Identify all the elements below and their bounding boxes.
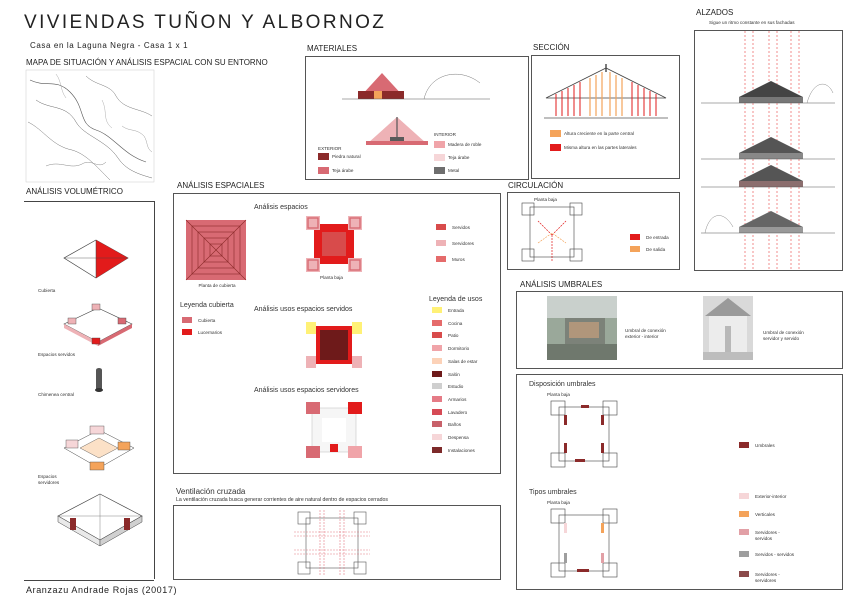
vol-label-cubierta: Cubierta (38, 288, 56, 293)
chimney-axonometric (92, 366, 106, 394)
roof-axonometric (58, 234, 134, 284)
uso-label: Cocina (448, 320, 463, 326)
material-piedra-label: Piedra natural (332, 154, 361, 159)
legend-cubierta: Cubierta (198, 318, 216, 323)
tipo-serv-servidos-label: Servidores - servidos (755, 530, 780, 541)
uso-label: Lavadero (448, 409, 468, 415)
umbral-caption-2: Umbral de conexión servidor y servido (763, 330, 804, 341)
servant-spaces-axonometric (58, 426, 140, 474)
leyenda-cubierta-title: Leyenda cubierta (180, 302, 234, 309)
circulation-plan (518, 203, 588, 265)
material-interior-label: INTERIOR (434, 132, 456, 137)
roof-plan (186, 220, 246, 280)
materiales-title: MATERIALES (307, 44, 358, 53)
swatch-tipo-verticales (739, 511, 749, 517)
threshold-disposition-plan (549, 399, 619, 469)
alzados-subtitle: Sigue un ritmo constante en sus fachadas (709, 20, 795, 25)
page-subtitle: Casa en la Laguna Negra - Casa 1 x 1 (30, 41, 189, 50)
volumetrico-rule (24, 201, 154, 202)
swatch-servidos (436, 224, 446, 230)
ventilacion-panel (173, 505, 501, 580)
ground-plan-spaces (306, 216, 362, 272)
uso-label: Entrada (448, 308, 465, 313)
analisis-espacios-title: Análisis espacios (254, 204, 308, 211)
swatch-teja-ext (318, 167, 329, 174)
swatch-metal (434, 167, 445, 174)
uso-label: Despensa (448, 435, 469, 440)
swatch-muros (436, 256, 446, 262)
full-axonometric (52, 490, 148, 550)
author-rule (24, 580, 154, 581)
umbrales-photos-panel (516, 291, 843, 369)
disposicion-title: Disposición umbrales (529, 381, 596, 388)
swatch-madera (434, 141, 445, 148)
cross-ventilation-plan (294, 510, 370, 576)
uso-label: Salas de estar (448, 358, 478, 364)
umbrales-plans-panel (516, 374, 843, 590)
espaciales-title: ANÁLISIS ESPACIALES (177, 181, 265, 190)
alzados-panel (694, 30, 843, 271)
servant-uses-plan (306, 402, 362, 458)
uso-swatch (432, 345, 442, 351)
uso-label: Armarios (448, 396, 467, 402)
uso-swatch (432, 307, 442, 313)
swatch-entrada (630, 234, 640, 240)
material-teja-ext-label: Teja árabe (332, 168, 354, 173)
circulacion-entrada-label: De entrada (646, 235, 669, 240)
ventilacion-title: Ventilación cruzada (176, 487, 246, 496)
tipos-title: Tipos umbrales (529, 489, 577, 496)
usos-servidores-title: Análisis usos espacios servidores (254, 387, 359, 394)
uso-swatch (432, 320, 442, 326)
circulacion-planta-label: Planta baja (534, 197, 557, 202)
vol-label-servidos: Espacios servidos (38, 352, 76, 357)
espaciales-panel (173, 193, 501, 474)
swatch-tipo-servidores (739, 571, 749, 577)
page-title: VIVIENDAS TUÑON Y ALBORNOZ (24, 12, 387, 33)
uso-swatch (432, 396, 442, 402)
swatch-piedra (318, 153, 329, 160)
swatch-altura-central (550, 130, 561, 137)
tipo-servidores-label: Servidores - servidores (755, 572, 780, 583)
legend-servidores: Servidores (452, 241, 474, 246)
vol-label-servidores: Espacios servidores (38, 474, 60, 485)
uso-label: Dormitorio (448, 346, 470, 352)
swatch-altura-lateral (550, 144, 561, 151)
circulacion-salida-label: De salida (646, 247, 666, 252)
volumetrico-divider (154, 201, 155, 579)
circulacion-panel (507, 192, 680, 270)
material-madera-label: Madera de roble (448, 142, 482, 147)
uso-swatch (432, 447, 442, 453)
uso-label: Baños (448, 422, 462, 428)
situation-map (26, 70, 154, 182)
tipo-verticales-label: Verticales (755, 512, 775, 517)
elevations-drawing (695, 31, 842, 270)
uso-swatch (432, 383, 442, 389)
legend-muros: Muros (452, 257, 465, 262)
uso-label: Estudio (448, 384, 464, 390)
uso-swatch (432, 358, 442, 364)
legend-umbrales: Umbrales (755, 443, 775, 448)
served-spaces-axonometric (58, 302, 138, 350)
materiales-section (362, 113, 432, 147)
material-metal-label: Metal (448, 168, 460, 173)
seccion-legend-2: Misma altura en las partes laterales (564, 145, 637, 150)
uso-label: Patio (448, 333, 459, 339)
vol-label-chimenea: Chimenea central (38, 392, 75, 397)
map-title: MAPA DE SITUACIÓN Y ANÁLISIS ESPACIAL CON SU ENTORNO (26, 58, 268, 67)
uso-label: Instalaciones (448, 447, 475, 453)
photo-servidor-servido (703, 296, 753, 360)
swatch-tipo-exterior (739, 493, 749, 499)
uso-swatch (432, 332, 442, 338)
material-exterior-label: EXTERIOR (318, 146, 342, 151)
uso-swatch (432, 434, 442, 440)
material-teja-int-label: Teja árabe (448, 155, 470, 160)
author: Aranzazu Andrade Rojas (20017) (26, 585, 178, 595)
section-drawing (542, 60, 670, 124)
uso-swatch (432, 421, 442, 427)
swatch-salida (630, 246, 640, 252)
uso-label: Salón (448, 371, 460, 377)
uso-swatch (432, 371, 442, 377)
photo-exterior-interior (547, 296, 617, 360)
swatch-cubierta (182, 317, 192, 323)
swatch-servidores (436, 240, 446, 246)
alzados-title: ALZADOS (696, 8, 734, 17)
swatch-tipo-servidos (739, 551, 749, 557)
tipos-planta-label: Planta baja (547, 500, 570, 505)
tipo-servidos-label: Servidos - servidos (755, 552, 795, 557)
materiales-elevation (340, 63, 490, 101)
threshold-types-plan (549, 507, 619, 579)
seccion-legend-1: Altura creciente en la parte central (564, 131, 634, 136)
swatch-tipo-serv-servidos (739, 529, 749, 535)
materiales-panel (305, 56, 529, 180)
seccion-title: SECCIÓN (533, 43, 570, 52)
disposicion-planta-label: Planta baja (547, 392, 570, 397)
swatch-teja-int (434, 154, 445, 161)
planta-baja-label: Planta baja (320, 275, 343, 280)
seccion-panel (531, 55, 680, 179)
legend-servidos: Servidos (452, 225, 470, 230)
ventilacion-desc: La ventilación cruzada busca generar corrientes de aire natural dentro de espacios cerrados (176, 497, 388, 503)
served-uses-plan (306, 320, 362, 372)
tipo-exterior-label: Exterior-interior (755, 494, 787, 499)
volumetrico-title: ANÁLISIS VOLUMÉTRICO (26, 187, 123, 196)
planta-cubierta-label: Planta de cubierta (198, 283, 236, 288)
umbrales-title: ANÁLISIS UMBRALES (520, 280, 603, 289)
circulacion-title: CIRCULACIÓN (508, 181, 564, 190)
swatch-lucernarios (182, 329, 192, 335)
leyenda-usos-title: Leyenda de usos (429, 296, 483, 303)
umbral-caption-1: Umbral de conexión exterior - interior (625, 328, 666, 339)
uso-swatch (432, 409, 442, 415)
legend-lucernarios: Lucernarios (198, 330, 223, 335)
swatch-umbrales (739, 442, 749, 448)
usos-servidos-title: Análisis usos espacios servidos (254, 306, 353, 313)
